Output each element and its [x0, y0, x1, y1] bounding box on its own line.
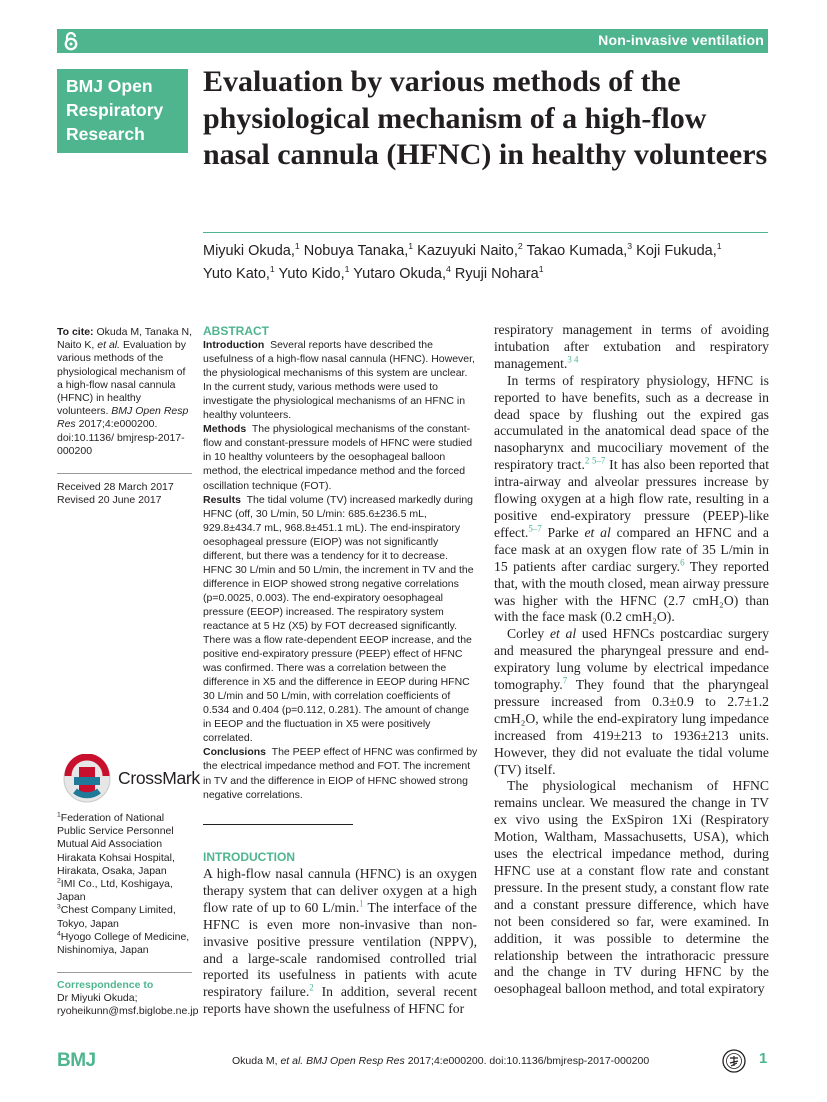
crossmark-label: CrossMark — [118, 768, 200, 788]
journal-logo[interactable] — [57, 69, 188, 153]
sidebar-divider — [57, 473, 192, 474]
reference-link[interactable]: 5–7 — [528, 523, 542, 534]
abstract-methods: Methods The physiological mechanisms of the constant-flow and constant-pressure models of HFNC were studied in 10 healthy volunteers by the oesophageal balloon method, the electrical impedance method and the forced oscillation technique (FOT). — [203, 423, 473, 492]
cite-body: Evaluation by various methods of the physiological mechanism of a high-flow nasal cannula (HFNC) in healthy volunteers. — [57, 339, 187, 418]
correspondence-name: Dr Miyuki Okuda; — [57, 992, 138, 1005]
author-name[interactable]: Miyuki Okuda, — [203, 243, 295, 259]
affiliations-block — [57, 812, 192, 957]
title-divider — [203, 232, 768, 233]
cite-doi[interactable]: 2017;4:e000200. doi:10.1136/ bmjresp-2017-000200 — [57, 418, 185, 457]
affiliation-marker: 1 — [716, 241, 722, 252]
author-name[interactable]: Yutaro Okuda, — [353, 266, 446, 282]
author-list — [203, 240, 783, 286]
author-name[interactable]: Kazuyuki Naito, — [417, 243, 518, 259]
crossmark-icon — [62, 754, 112, 804]
author-name[interactable]: Yuto Kato, — [203, 266, 270, 282]
abstract — [203, 324, 479, 802]
abstract-conclusions: Conclusions The PEEP effect of HFNC was confirmed by the electrical impedance method and FOT. The increment in TV and the difference in EIOP of HFNC showed strong negative correlations. — [203, 746, 478, 801]
affiliation-item: $^3$Chest Company Limited, Tokyo, Japan — [57, 903, 176, 930]
correspondence-label: Correspondence to — [57, 979, 154, 991]
reference-link[interactable]: 6 — [680, 557, 685, 568]
body-paragraph: In terms of respiratory physiology, HFNC is reported to have benefits, such as a decrease in dead space by flushing out the expired gas accumulated in the anatomical dead space of the nasopharynx and mucociliary movement of the respiratory tract.$^{2 5-7}$ It has also been reported that intra-airway and alveolar pressures increase by flowing oxygen at a high flow rate, resulting in a positive end-expiratory pressure (PEEP)-like effect.$^{5-7}$ Parke et al compared an HFNC and a face mask at an oxygen flow rate of 35 L/min in 15 patients after cardiac surgery.$^6$ They reported that, with the mouth closed, mean airway pressure was higher with the HFNC (2.7 cmH₂O) than with the face mask (0.2 cmH₂O). — [494, 372, 770, 625]
author-name[interactable]: Koji Fukuda, — [636, 243, 717, 259]
affiliation-item: $^2$IMI Co., Ltd, Koshigaya, Japan — [57, 877, 173, 904]
revised-date: Revised 20 June 2017 — [57, 494, 162, 507]
journal-name-line: Respiratory — [66, 100, 164, 120]
dates-block — [57, 481, 192, 508]
reference-link[interactable]: 1 — [359, 898, 364, 909]
affiliation-marker: 1 — [294, 241, 300, 252]
citation-block — [57, 326, 192, 458]
bmj-logo[interactable]: BMJ — [57, 1050, 96, 1071]
author-name[interactable]: Yuto Kido, — [278, 266, 345, 282]
cite-journal: BMJ Open Resp Res — [57, 405, 189, 431]
affiliation-marker: 1 — [269, 264, 275, 275]
body-paragraph: respiratory management in terms of avoiding intubation after extubation and respiratory management.$^{3 4}$ — [494, 322, 769, 371]
abstract-heading: ABSTRACT — [203, 324, 269, 338]
affiliation-marker: 3 — [627, 241, 633, 252]
affiliation-marker: 1 — [408, 241, 414, 252]
sidebar-divider — [57, 972, 192, 973]
affiliation-marker: 4 — [445, 264, 451, 275]
reference-link[interactable]: 2 — [309, 982, 314, 993]
reference-link[interactable]: 7 — [562, 675, 568, 686]
body-paragraph: A high-flow nasal cannula (HFNC) is an oxygen therapy system that can deliver oxygen at a high flow rate of up to 60 L/min.$^1$ The interface of the HFNC is even more non-invasive than non-invasive positive pressure ventilation (NPPV), and a large-scale randomised controlled trial reported its usefulness in patients with acute respiratory failure.$^2$ In addition, several recent reports have shown the usefulness of HFNC for — [203, 866, 478, 1017]
affiliation-item: $^4$Hyogo College of Medicine, Nishinomiya, Japan — [57, 930, 190, 957]
crossmark-badge[interactable] — [62, 752, 200, 808]
affiliation-marker: 1 — [538, 264, 544, 275]
society-seal-icon — [722, 1049, 746, 1073]
open-access-icon — [60, 30, 82, 52]
abstract-end-rule — [203, 824, 353, 825]
right-column-text — [494, 322, 769, 998]
page-number: 1 — [759, 1050, 768, 1067]
correspondence-email[interactable]: ryoheikunn@msf.biglobe.ne.jp — [57, 1005, 199, 1018]
article-title: Evaluation by various methods of the physiological mechanism of a high-flow nasal cannula (HFNC) in healthy volunteers — [203, 65, 768, 171]
body-paragraph: The physiological mechanism of HFNC remains unclear. We measured the change in TV ex vivo using the ExSpiron 1Xi (Respiratory Motion, Waltham, Massachusetts, USA), which uses the electrical impedance method, during HFNC use at a constant flow rate and constant pressure. In the present study, a constant flow rate and a constant pressure difference, which have not been considered so far, were examined. In addition, it was possible to determine the relationship between the intrathoracic pressure and the change in TV during HFNC by the oesophageal balloon method, and total expiratory — [494, 778, 769, 997]
footer-citation: Okuda M, et al. BMJ Open Resp Res 2017;4:e000200. doi:10.1136/bmjresp-2017-000200 — [232, 1055, 650, 1067]
affiliation-marker: 1 — [344, 264, 350, 275]
reference-link[interactable]: 2 5–7 — [584, 455, 606, 466]
affiliation-marker: 2 — [517, 241, 523, 252]
author-name[interactable]: Ryuji Nohara — [454, 266, 539, 282]
body-paragraph: Corley et al used HFNCs postcardiac surgery and measured the pharyngeal pressure and end-expiratory lung volume by electrical impedance tomography.$^7$ They found that the pharyngeal pressure increased from 0.3±0.9 to 2.7±1.2 cmH₂O, while the end-expiratory lung impedance increased from 419±213 to 1936±213 units. However, they did not evaluate the tidal volume (TV) itself. — [494, 626, 769, 777]
journal-name-line: Research — [66, 124, 145, 144]
author-name[interactable]: Nobuya Tanaka, — [303, 243, 409, 259]
introduction-text — [203, 866, 477, 1018]
received-date: Received 28 March 2017 — [57, 481, 174, 493]
cite-authors: Okuda M, Tanaka N, Naito K, — [57, 326, 193, 352]
abstract-results: Results The tidal volume (TV) increased markedly during HFNC (off, 30 L/min, 50 L/min: 685.6±236.5 mL, 929.8±434.7 mL, 968.8±451.1 mL). The end-inspiratory oesophageal pressure (EIOP) was not significantly different, but there was a tendency for it to decrease. HFNC 30 L/min and 50 L/min, the increment in TV and the difference in EIOP showed strong negative correlations (p=0.0025, 0.003). The end-expiratory oesophageal pressure (EEOP) increased. The respiratory system reactance at 5 Hz (X5) by FOT decreased significantly. There was a flow rate-dependent EEOP increase, and the positive end-expiratory pressure (PEEP) effect of HFNC was confirmed. There was a correlation between the difference in X5 and the difference in EEOP during HFNC 30 L/min and 50 L/min, with correlation coefficients of 0.534 and 0.404 (p=0.112, 0.281). The amount of change in EEOP and the fluctuation in X5 were positively correlated. — [203, 493, 474, 745]
reference-link[interactable]: 3 4 — [567, 354, 579, 365]
introduction-heading: INTRODUCTION — [203, 850, 295, 864]
cite-label: To cite: — [57, 326, 94, 338]
cite-etal: et al. — [97, 339, 121, 352]
journal-name-line: BMJ Open — [66, 76, 153, 96]
author-name[interactable]: Takao Kumada, — [526, 243, 628, 259]
abstract-introduction: Introduction Several reports have described the usefulness of a high-flow nasal cannula (HFNC). However, the physiological mechanisms of this system are unclear. In the current study, various methods were used to investigate the physiological mechanisms of an HFNC in healthy volunteers. — [203, 339, 475, 422]
affiliation-item: $^1$Federation of National Public Service Personnel Mutual Aid Association Hirakata Kohsai Hospital, Hirakata, Osaka, Japan — [57, 811, 175, 877]
section-label: Non-invasive ventilation — [598, 32, 764, 48]
correspondence-block — [57, 979, 199, 1019]
